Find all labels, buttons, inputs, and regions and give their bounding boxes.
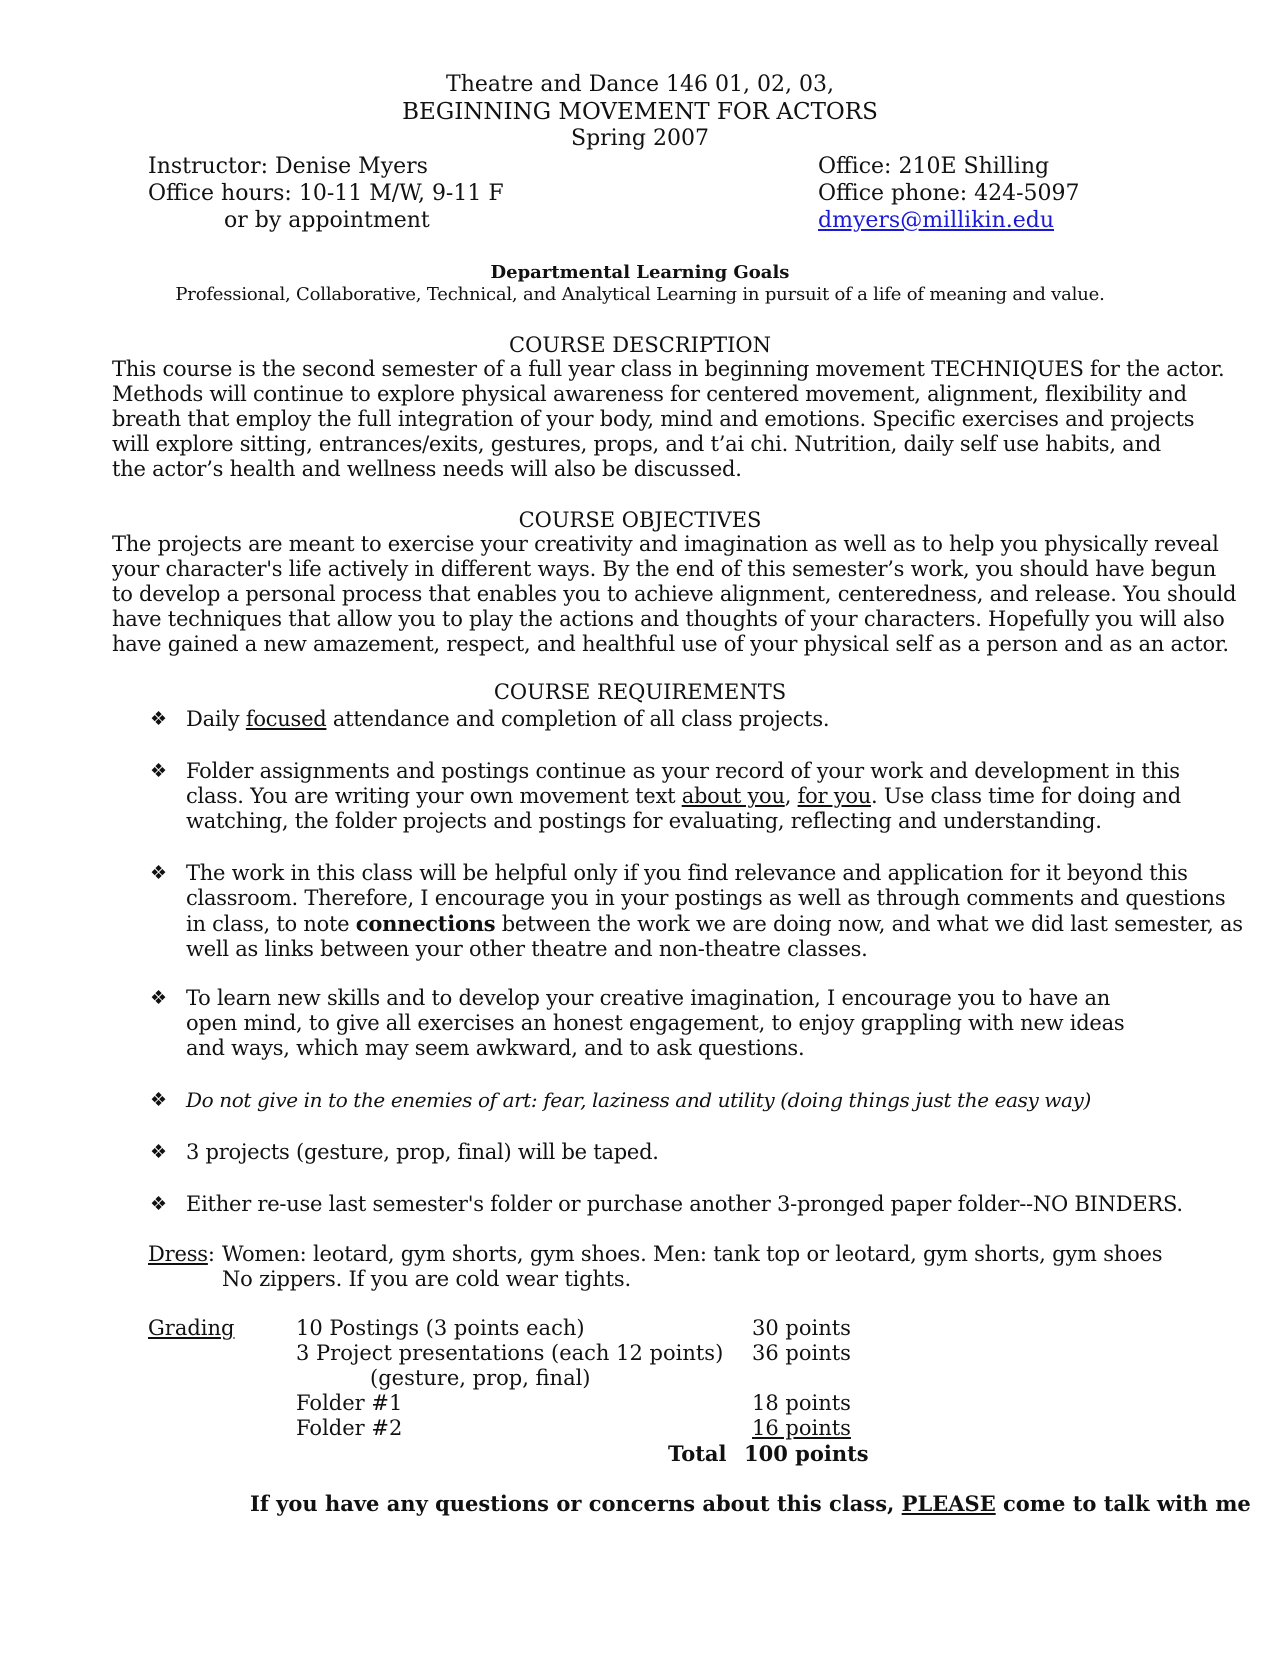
appointment-note: or by appointment <box>224 208 430 233</box>
bullet-icon: ❖ <box>150 1141 168 1163</box>
grading-item-note: (gesture, prop, final) <box>370 1366 591 1390</box>
requirement-taped-projects: 3 projects (gesture, prop, final) will be taped. <box>186 1140 659 1164</box>
course-title: BEGINNING MOVEMENT FOR ACTORS <box>402 99 878 125</box>
objectives-body: The projects are meant to exercise your creativity and imagination as well as to help you physically reveal your character's life actively in different ways. By the end of this semester’s work, you should have begun to develop a personal process that enables you to achieve alignment, centeredness, and release. You should have techniques that allow you to play the actions and thoughts of your characters. Hopefully you will also have gained a new amazement, respect, and healthful use of your physical self as a person and as an actor. <box>112 532 1237 656</box>
grading-total-points: 100 points <box>744 1441 869 1466</box>
course-term: Spring 2007 <box>571 126 709 151</box>
requirement-folder: Folder assignments and postings continue as your record of your work and development in this class. You are writing your own movement text about you, for you. Use class time for doing and watching, the folder projects and postings for evaluating, reflecting and understanding. <box>186 759 1181 833</box>
grading-item: 3 Project presentations (each 12 points) <box>296 1341 724 1365</box>
grading-points: 18 points <box>752 1391 851 1415</box>
grading-item: Folder #2 <box>296 1416 403 1440</box>
course-line: Theatre and Dance 146 01, 02, 03, <box>446 72 834 97</box>
dress-line-2: No zippers. If you are cold wear tights. <box>222 1267 631 1291</box>
grading-item: Folder #1 <box>296 1391 403 1415</box>
dress-line-1: Women: leotard, gym shorts, gym shoes. Men: tank top or leotard, gym shorts, gym shoes <box>222 1242 1163 1266</box>
office-hours: Office hours: 10-11 M/W, 9-11 F <box>148 181 504 206</box>
office-location: Office: 210E Shilling <box>818 154 1050 179</box>
grading-label: Grading <box>148 1316 235 1340</box>
description-body: This course is the second semester of a full year class in beginning movement TECHNIQUES for the actor. Methods will continue to explore physical awareness for centered movement, alignment, flexibility and breath that employ the full integration of your body, mind and emotions. Specific exercises and projects will explore sitting, entrances/exits, gestures, props, and t’ai chi. Nutrition, daily self use habits, and the actor’s health and wellness needs will also be discussed. <box>112 357 1225 481</box>
requirement-folder-purchase: Either re-use last semester's folder or purchase another 3-pronged paper folder--NO BINDERS. <box>186 1192 1183 1216</box>
bullet-icon: ❖ <box>150 708 168 730</box>
goals-text: Professional, Collaborative, Technical, and Analytical Learning in pursuit of a life of meaning and value. <box>175 284 1105 305</box>
grading-points: 30 points <box>752 1316 851 1340</box>
bullet-icon: ❖ <box>150 862 168 884</box>
requirement-open-mind: To learn new skills and to develop your creative imagination, I encourage you to have an open mind, to give all exercises an honest engagement, to enjoy grappling with new ideas and ways, which may seem awkward, and to ask questions. <box>186 986 1125 1060</box>
goals-heading: Departmental Learning Goals <box>490 262 790 283</box>
bullet-icon: ❖ <box>150 1193 168 1215</box>
instructor-name: Instructor: Denise Myers <box>148 154 428 179</box>
description-heading: COURSE DESCRIPTION <box>509 333 771 357</box>
requirement-enemies-of-art: Do not give in to the enemies of art: fear, laziness and utility (doing things just the easy way) <box>186 1088 1091 1112</box>
bullet-icon: ❖ <box>150 1089 168 1111</box>
requirement-relevance: The work in this class will be helpful only if you find relevance and application for it beyond this classroom. Therefore, I encourage you in your postings as well as through comments and questions in class, to note connections between the work we are doing now, and what we did last semester, as well as links between your other theatre and non-theatre classes. <box>186 861 1243 961</box>
grading-item: 10 Postings (3 points each) <box>296 1316 585 1340</box>
dress-label: Dress: <box>148 1242 215 1266</box>
bullet-icon: ❖ <box>150 760 168 782</box>
office-phone: Office phone: 424-5097 <box>818 181 1080 206</box>
email-link[interactable]: dmyers@millikin.edu <box>818 208 1055 233</box>
bullet-icon: ❖ <box>150 987 168 1009</box>
requirements-heading: COURSE REQUIREMENTS <box>493 680 787 704</box>
grading-points: 16 points <box>752 1416 851 1440</box>
grading-total-label: Total <box>668 1441 727 1466</box>
grading-points: 36 points <box>752 1341 851 1365</box>
objectives-heading: COURSE OBJECTIVES <box>518 508 762 532</box>
closing-statement: If you have any questions or concerns about this class, PLEASE come to talk with me <box>250 1491 1251 1516</box>
requirement-attendance: Daily focused attendance and completion of all class projects. <box>186 707 830 731</box>
